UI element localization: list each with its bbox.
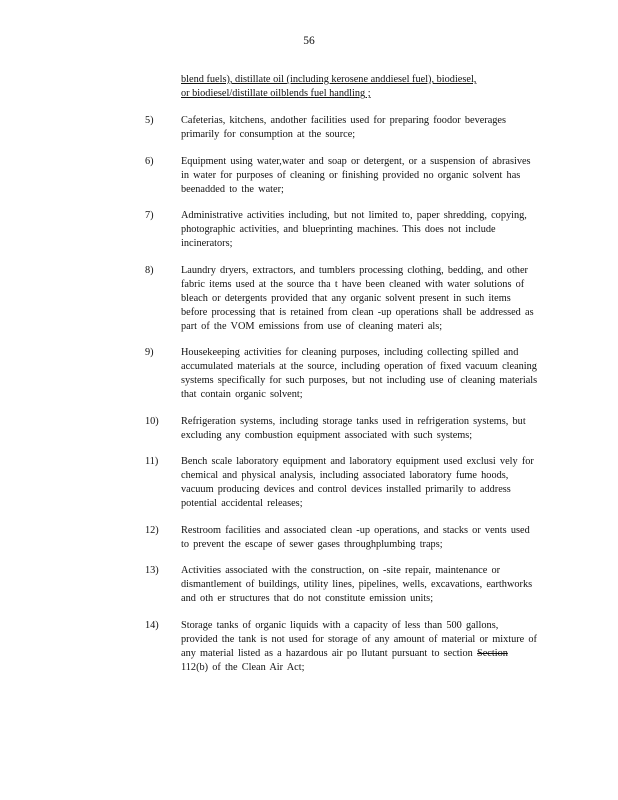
item-number: 8) (145, 264, 154, 276)
item-text-after: 112(b) of the Clean Air Act; (181, 661, 305, 673)
list-item (0, 114, 618, 142)
struck-text: Section (477, 647, 508, 659)
list-item (0, 455, 618, 511)
page-number: 56 (303, 35, 315, 47)
list-item (0, 524, 618, 552)
item-text: Housekeeping activities for cleaning purposes, including collecting spilled and accumulated materials at the source, including operation of fixed vacuum cleaning systems specifically for such purposes, but not including use of cleaning materials that contain organic solvent; (181, 347, 538, 400)
list-item (0, 155, 618, 197)
item-number: 7) (145, 210, 154, 221)
item-text: Bench scale laboratory equipment and laboratory equipment used exclusi vely for chemical and physical analysis, including associated laboratory fume hoods, vacuum producing devices and control devices installed primarily to address potential accidental releases; (181, 456, 534, 509)
item-number: 6) (145, 155, 154, 167)
item-text: Equipment using water,water and soap or detergent, or a suspension of abrasives in water for purposes of cleaning or finishing provided no organic solvent has beenadded to the water; (181, 155, 531, 195)
item-text: Laundry dryers, extractors, and tumblers processing clothing, bedding, and other fabric items used at the source tha t have been cleaned with water solutions of bleach or detergents provided that any organic solvent present in such items before processing that is retained from clean -up operations shall be addressed as part of the VOM emissions from use of cleaning materi als; (181, 264, 534, 332)
list-item (0, 619, 618, 675)
item-number: 5) (145, 115, 154, 126)
list-item (0, 415, 618, 443)
list-item (0, 264, 618, 334)
item-number: 12) (145, 524, 159, 536)
item-text (181, 619, 539, 675)
item-text: Activities associated with the construction, on -site repair, maintenance or dismantlement of buildings, utility lines, pipelines, wells, excavations, earthworks and oth er structures that do not constitute emission units; (181, 565, 533, 604)
list-item (0, 346, 618, 402)
item-text: Cafeterias, kitchens, andother facilities used for preparing foodor beverages primarily for consumption at the source; (181, 115, 507, 140)
item-number: 14) (145, 619, 159, 631)
item-number: 13) (145, 565, 159, 576)
intro-continuation (181, 73, 533, 101)
item-number: 10) (145, 415, 159, 427)
item-number: 9) (145, 347, 154, 358)
item-number: 11) (145, 456, 159, 467)
item-text: Administrative activities including, but not limited to, paper shredding, copying, photographic activities, and blueprinting machines. This does not include incinerators; (181, 210, 527, 249)
item-text-before: Storage tanks of organic liquids with a capacity of less than 500 gallons, provided the tank is not used for storage of any amount of material or mixture of any material listed as a hazardous air po llutant pursuant to section (181, 619, 537, 659)
intro-line-1: blend fuels), distillate oil (including kerosene anddiesel fuel), biodiesel, (181, 74, 477, 85)
list-item (0, 564, 618, 606)
exempt-activities-list (0, 114, 618, 687)
item-text: Refrigeration systems, including storage tanks used in refrigeration systems, but excluding any combustion equipment associated with such systems; (181, 415, 526, 441)
list-item (0, 209, 618, 251)
intro-line-2: or biodiesel/distillate oilblends fuel handling ; (181, 88, 371, 99)
item-text: Restroom facilities and associated clean -up operations, and stacks or vents used to prevent the escape of sewer gases throughplumbing traps; (181, 524, 530, 550)
